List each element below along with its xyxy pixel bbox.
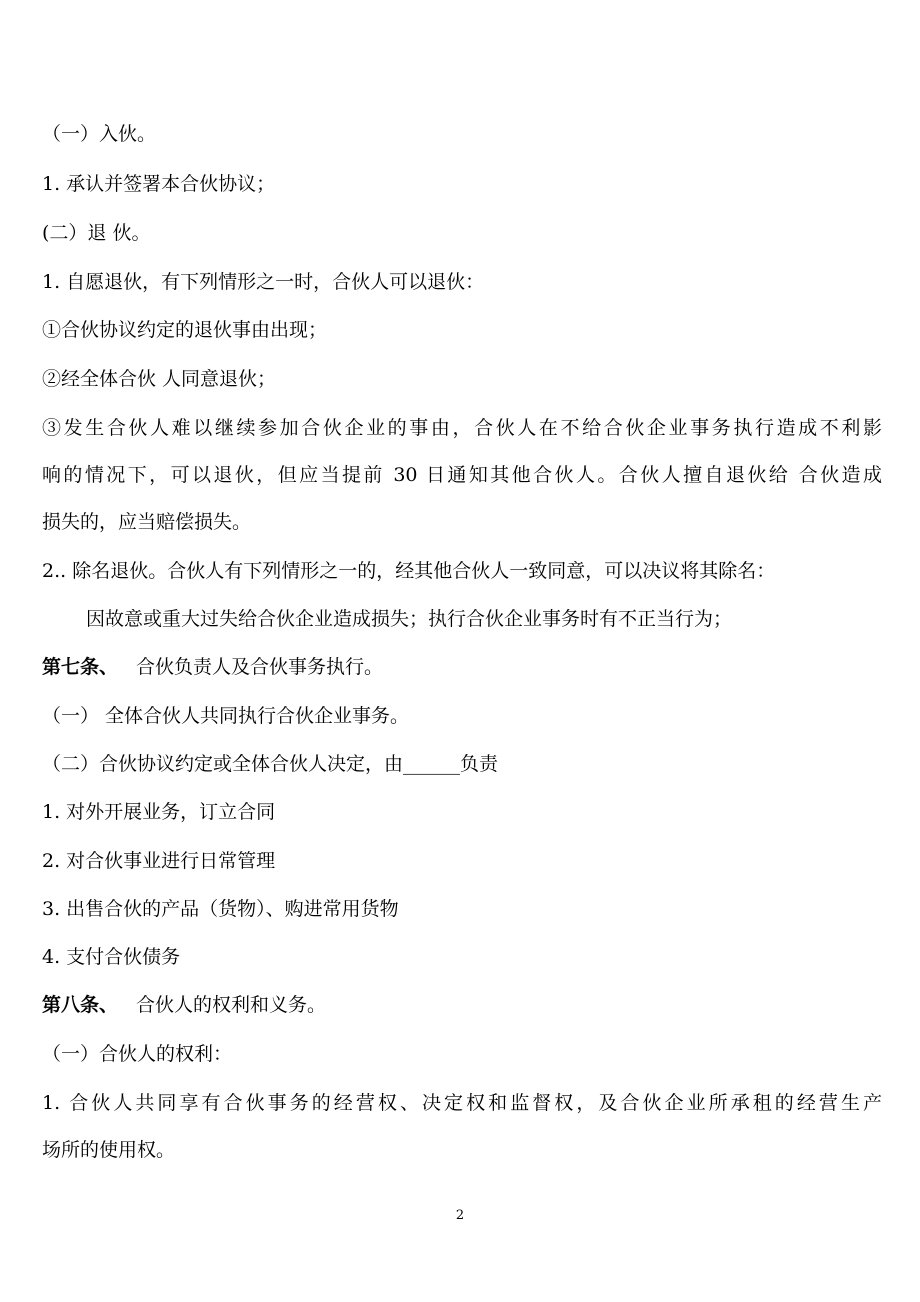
duty-item-2: 2. 对合伙事业进行日常管理 bbox=[42, 850, 276, 872]
article-8-title: 合伙人的权利和义务。 bbox=[136, 994, 327, 1016]
withdraw-condition-3-line-2: 响的情况下，可以退伙，但应当提前 30 日通知其他合伙人。合伙人擅自退伙给 合伙造成 bbox=[42, 464, 882, 486]
section-join-heading: （一）入伙。 bbox=[42, 123, 157, 145]
article-8-heading bbox=[42, 993, 882, 1017]
article-7-title: 合伙负责人及合伙事务执行。 bbox=[136, 656, 384, 678]
duty-item-3: 3. 出售合伙的产品（货物）、购进常用货物 bbox=[42, 898, 399, 920]
withdraw-condition-3-line-3: 损失的，应当赔偿损失。 bbox=[42, 511, 252, 533]
joint-execution-item: （一） 全体合伙人共同执行合伙企业事务。 bbox=[42, 705, 410, 727]
delegated-execution-item: （二）合伙协议约定或全体合伙人决定，由______负责 bbox=[42, 753, 499, 775]
withdraw-condition-3-line-1: ③发生合伙人难以继续参加合伙企业的事由，合伙人在不给合伙企业事务执行造成不利影 bbox=[42, 417, 882, 439]
article-8-label: 第八条、 bbox=[42, 994, 119, 1016]
duty-item-1: 1. 对外开展业务，订立合同 bbox=[42, 801, 276, 823]
section-withdraw-heading: (二）退 伙。 bbox=[42, 222, 151, 244]
join-item-1: 1. 承认并签署本合伙协议； bbox=[42, 173, 276, 195]
withdraw-condition-2: ②经全体合伙 人同意退伙； bbox=[42, 368, 277, 390]
article-7-heading bbox=[42, 655, 882, 679]
partner-rights-item-1-line-1: 1. 合伙人共同享有合伙事务的经营权、决定权和监督权，及合伙企业所承租的经营生产 bbox=[42, 1092, 882, 1114]
page-number: 2 bbox=[455, 1208, 465, 1223]
partner-rights-item-1-line-2: 场所的使用权。 bbox=[42, 1139, 176, 1161]
voluntary-withdraw-item: 1. 自愿退伙，有下列情形之一时，合伙人可以退伙： bbox=[42, 271, 485, 293]
partner-rights-heading: （一）合伙人的权利： bbox=[42, 1043, 233, 1065]
withdraw-condition-1: ①合伙协议约定的退伙事由出现； bbox=[42, 319, 328, 341]
expulsion-reasons: 因故意或重大过失给合伙企业造成损失；执行合伙企业事务时有不正当行为； bbox=[86, 608, 733, 630]
expulsion-item: 2.. 除名退伙。合伙人有下列情形之一的，经其他合伙人一致同意，可以决议将其除名： bbox=[42, 560, 776, 582]
duty-item-4: 4. 支付合伙债务 bbox=[42, 946, 181, 968]
article-7-label: 第七条、 bbox=[42, 656, 119, 678]
